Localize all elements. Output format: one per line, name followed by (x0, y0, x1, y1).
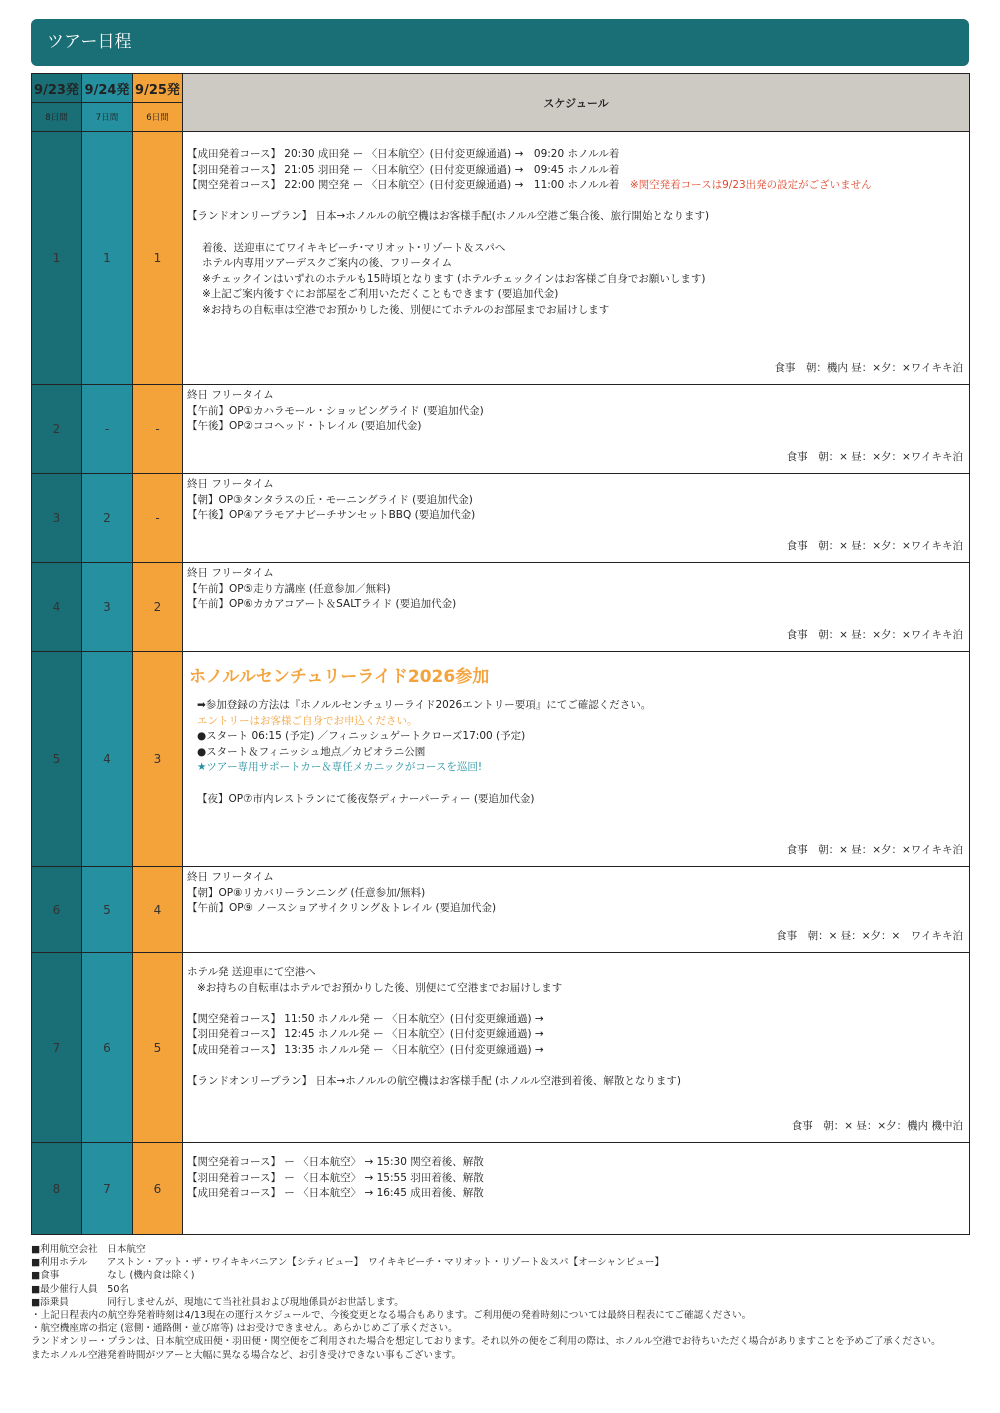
meal-info: 食事 朝：× 昼：×夕：×ワイキキ泊 (786, 451, 963, 464)
meal-info: 食事 朝：× 昼：×夕：×ワイキキ泊 (786, 629, 963, 642)
schedule-cell (183, 385, 970, 474)
text-line: 【午前】OP①カハラモール・ショッピングライド (要追加代金) (187, 404, 484, 417)
text-line: 【午前】OP⑨ ノースショアサイクリング＆トレイル (要追加代金) (187, 902, 497, 915)
text-line: 【朝】OP③タンタラスの丘・モーニングライド (要追加代金) (187, 493, 473, 506)
day-cell: 6 (82, 953, 133, 1143)
day-cell: 5 (133, 953, 183, 1143)
note-line: ■添乗員 同行しませんが、現地にて当社社員および現地係員がお世話します。 (31, 1296, 404, 1308)
day-cell: 4 (32, 563, 82, 652)
day-cell: 8 (32, 1143, 82, 1235)
text-line: ※お持ちの自転車は空港でお預かりした後、別便にてホテルのお部屋までお届けします (202, 303, 610, 316)
day-cell: - (133, 385, 183, 474)
day-cell: 1 (32, 132, 82, 385)
meal-info: 食事 朝：× 昼：×夕：×ワイキキ泊 (786, 540, 963, 553)
note-line: ■利用ホテル アストン・アット・ザ・ワイキキバニアン【シティビュー】 ワイキキビーチ・マリオット・リゾート＆スパ【オーシャンビュー】 (31, 1257, 665, 1269)
page-title: ツアー日程 (31, 19, 969, 66)
day-cell: 7 (82, 1143, 133, 1235)
day-cell: 1 (82, 132, 133, 385)
text-line: 【午前】OP⑥カカアコアート＆SALTライド (要追加代金) (187, 598, 457, 611)
schedule-cell (183, 1143, 970, 1235)
table-row (32, 563, 970, 652)
land-only-plan: 【ランドオンリープラン】 日本→ホノルルの航空機はお客様手配(ホノルル空港ご集合後、旅行開始となります) (187, 210, 710, 223)
note-line: またホノルル空港発着時間がツアーと大幅に異なる場合など、お引き受けできない事もございます。 (31, 1349, 462, 1361)
text-line: ホテル内専用ツアーデスクご案内の後、フリータイム (202, 257, 453, 270)
table-row (32, 953, 970, 1143)
text-line: ●スタート＆フィニッシュ地点／カピオラニ公園 (197, 745, 426, 758)
meal-info: 食事 朝：機内 昼：×夕：×ワイキキ泊 (774, 362, 963, 375)
text-line: 【朝】OP⑧リカバリーランニング (任意参加/無料) (187, 886, 426, 899)
flight-line: 【羽田発着コース】 12:45 ホノルル発 ー 〈日本航空〉(日付変更線通過) → (187, 1028, 544, 1041)
entry-note: エントリーはお客様ご自身でお申込ください。 (197, 714, 418, 727)
tour-notes (31, 1243, 971, 1362)
flight-line: 【成田発着コース】 13:35 ホノルル発 ー 〈日本航空〉(日付変更線通過) → (187, 1043, 544, 1056)
text-line: ➡参加登録の方法は『ホノルルセンチュリーライド2026エントリー要項』にてご確認ください。 (197, 699, 652, 711)
table-row (32, 474, 970, 563)
duration-3: 6日間 (133, 103, 183, 132)
text-line: 着後、送迎車にてワイキキビーチ･マリオット･リゾート＆スパへ (202, 241, 506, 254)
day-cell: 4 (133, 867, 183, 953)
text-line: 【夜】OP⑦市内レストランにて後夜祭ディナーパーティー (要追加代金) (197, 792, 535, 805)
day-cell: 6 (32, 867, 82, 953)
day-cell: 7 (32, 953, 82, 1143)
day-cell: 5 (82, 867, 133, 953)
note-line: ■最少催行人員 50名 (31, 1283, 130, 1295)
schedule-cell (183, 652, 970, 867)
table-row (32, 652, 970, 867)
day-cell: 3 (32, 474, 82, 563)
text-line: ※上記ご案内後すぐにお部屋をご利用いただくこともできます (要追加代金) (202, 288, 559, 301)
flight-line: 【羽田発着コース】 ー 〈日本航空〉 → 15:55 羽田着後、解散 (187, 1171, 484, 1184)
flight-line: 【関空発着コース】 22:00 関空発 ー 〈日本航空〉(日付変更線通過) → 11:00 ホノルル着 (187, 179, 620, 192)
day-cell: 1 (133, 132, 183, 385)
text-line: ※お持ちの自転車はホテルでお預かりした後、別便にて空港までお届けします (197, 981, 563, 994)
schedule-cell (183, 867, 970, 953)
day-cell: 3 (133, 652, 183, 867)
event-headline: ホノルルセンチュリーライド2026参加 (189, 667, 490, 687)
day-cell: 2 (32, 385, 82, 474)
schedule-cell (183, 953, 970, 1143)
schedule-header: スケジュール (183, 74, 970, 132)
day-cell: - (133, 474, 183, 563)
text-line: 終日 フリータイム (187, 871, 274, 883)
schedule-cell (183, 474, 970, 563)
day-cell: 5 (32, 652, 82, 867)
date-header-3: 9/25発 (133, 74, 183, 103)
flight-line: 【羽田発着コース】 21:05 羽田発 ー 〈日本航空〉(日付変更線通過) → 09:45 ホノルル着 (187, 163, 620, 176)
text-line: 終日 フリータイム (187, 389, 274, 401)
support-note: ★ツアー専用サポートカー＆専任メカニックがコースを巡回! (197, 761, 483, 774)
table-row (32, 132, 970, 385)
kansai-note: ※関空発着コースは9/23出発の設定がございません (629, 179, 872, 192)
meal-info: 食事 朝：× 昼：×夕：× ワイキキ泊 (776, 930, 963, 943)
day-cell: 2 (82, 474, 133, 563)
text-line: 終日 フリータイム (187, 478, 274, 490)
text-line: ●スタート 06:15 (予定) ／フィニッシュゲートクローズ17:00 (予定) (197, 730, 526, 743)
text-line: 終日 フリータイム (187, 567, 274, 579)
text-line: 【午後】OP④アラモアナビーチサンセットBBQ (要追加代金) (187, 509, 476, 522)
flight-line: 【関空発着コース】 11:50 ホノルル発 ー 〈日本航空〉(日付変更線通過) → (187, 1012, 544, 1025)
table-row (32, 385, 970, 474)
day-cell: 6 (133, 1143, 183, 1235)
day-cell: 2 (133, 563, 183, 652)
note-line: ・上記日程表内の航空券発着時刻は4/13現在の運行スケジュールで、今後変更となる場合もあります。ご利用便の発着時刻については最終日程表にてご確認ください。 (31, 1310, 752, 1322)
day-cell: 3 (82, 563, 133, 652)
note-line: ■食事 なし (機内食は除く) (31, 1270, 195, 1282)
text-line: ※チェックインはいずれのホテルも15時頃となります (ホテルチェックインはお客様ご自身でお願いします) (202, 272, 706, 285)
table-row (32, 1143, 970, 1235)
note-line: ・航空機座席の指定 (窓側・通路側・並び席等) はお受けできません。あらかじめご了承ください。 (31, 1323, 458, 1335)
note-line: ■利用航空会社 日本航空 (31, 1244, 146, 1255)
table-row (32, 867, 970, 953)
flight-line: 【成田発着コース】 ー 〈日本航空〉 → 16:45 成田着後、解散 (187, 1187, 484, 1200)
duration-2: 7日間 (82, 103, 133, 132)
day-cell: - (82, 385, 133, 474)
duration-1: 8日間 (32, 103, 82, 132)
schedule-cell (183, 132, 970, 385)
schedule-table (31, 73, 970, 1235)
text-line: ホテル発 送迎車にて空港へ (187, 966, 316, 978)
text-line: 【午後】OP②ココヘッド・トレイル (要追加代金) (187, 420, 422, 433)
date-header-1: 9/23発 (32, 74, 82, 103)
note-line: ランドオンリー・プランは、日本航空成田便・羽田便・関空便をご利用された場合を想定しております。それ以外の便をご利用の際は、ホノルル空港でお待ちいただく場合がありますことを予めご了承ください。 (31, 1336, 941, 1348)
day-cell: 4 (82, 652, 133, 867)
meal-info: 食事 朝：× 昼：×夕：機内 機中泊 (791, 1120, 963, 1133)
flight-line: 【成田発着コース】 20:30 成田発 ー 〈日本航空〉(日付変更線通過) → 09:20 ホノルル着 (187, 148, 620, 160)
schedule-cell (183, 563, 970, 652)
land-only-plan: 【ランドオンリープラン】 日本→ホノルルの航空機はお客様手配 (ホノルル空港到着後、解散となります) (187, 1075, 681, 1088)
flight-line: 【関空発着コース】 ー 〈日本航空〉 → 15:30 関空着後、解散 (187, 1156, 484, 1168)
meal-info: 食事 朝：× 昼：×夕：×ワイキキ泊 (786, 844, 963, 857)
date-header-2: 9/24発 (82, 74, 133, 103)
text-line: 【午前】OP⑤走り方講座 (任意参加／無料) (187, 582, 391, 595)
